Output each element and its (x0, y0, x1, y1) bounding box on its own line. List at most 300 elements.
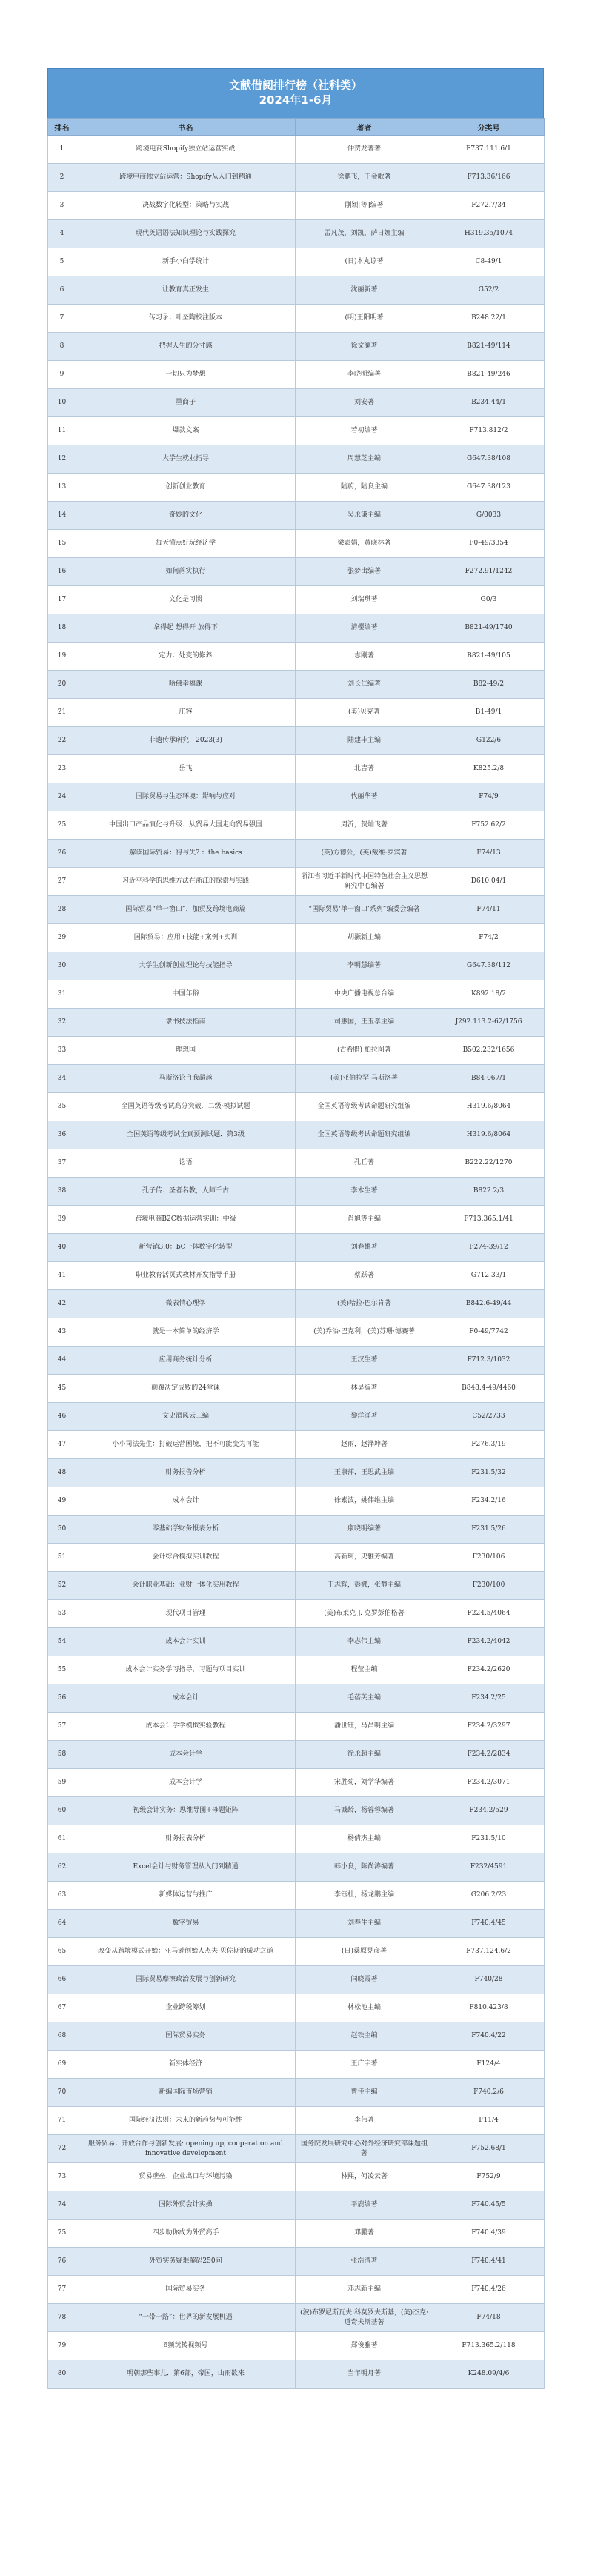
call-number-cell: B848.4-49/4460 (433, 1375, 545, 1403)
book-title-cell: 庄容 (76, 699, 296, 727)
book-title-cell: 奇妙的文化 (76, 502, 296, 530)
call-number-cell: F740/28 (433, 1966, 545, 1994)
rank-cell: 22 (48, 727, 76, 755)
author-cell: 邓志新主编 (296, 2276, 433, 2304)
book-title-cell: 改变从跨境模式开始：亚马逊创始人杰夫·贝佐斯的成功之道 (76, 1938, 296, 1966)
table-row (48, 361, 545, 389)
book-title-cell: 成本会计学 (76, 1769, 296, 1797)
author-cell: (波)布罗尼斯瓦夫·科莫罗夫斯基，(美)杰克·道奇夫斯基著 (296, 2304, 433, 2332)
book-title-cell: “一带一路”：世界的新发展机遇 (76, 2304, 296, 2332)
table-row (48, 1628, 545, 1656)
call-number-cell: F74/2 (433, 924, 545, 952)
book-title-cell: 国际贸易摩擦政治发展与创新研究 (76, 1966, 296, 1994)
book-title-cell: 外贸实务疑难解码250问 (76, 2248, 296, 2276)
rank-cell: 35 (48, 1093, 76, 1121)
author-cell: (美)亚伯拉罕·马斯洛著 (296, 1065, 433, 1093)
book-title-cell: 传习录：叶圣陶校注版本 (76, 305, 296, 333)
book-title-cell: 新媒体运营与推广 (76, 1882, 296, 1910)
author-cell: 若初编著 (296, 417, 433, 445)
author-cell: 邓鹏著 (296, 2220, 433, 2248)
author-cell: 孔丘著 (296, 1149, 433, 1178)
table-row (48, 2163, 545, 2191)
book-title-cell: 中国年俗 (76, 980, 296, 1009)
book-title-cell: 文化是习惯 (76, 586, 296, 614)
call-number-cell: B222.22/1270 (433, 1149, 545, 1178)
book-title-cell: 微表情心理学 (76, 1290, 296, 1318)
author-cell: 程莹主编 (296, 1656, 433, 1684)
table-row (48, 305, 545, 333)
rank-cell: 11 (48, 417, 76, 445)
table-row (48, 1994, 545, 2022)
table-row (48, 333, 545, 361)
author-cell: 仲贺龙著著 (296, 136, 433, 164)
rank-cell: 27 (48, 868, 76, 896)
book-title-cell: 四步助你成为外贸高手 (76, 2220, 296, 2248)
book-title-cell: 财务报告分析 (76, 1459, 296, 1487)
call-number-cell: F740.45/5 (433, 2191, 545, 2220)
rank-cell: 55 (48, 1656, 76, 1684)
call-number-cell: B842.6-49/44 (433, 1290, 545, 1318)
call-number-cell: F274-39/12 (433, 1234, 545, 1262)
author-cell: 杨倩杰主编 (296, 1825, 433, 1853)
column-header-rank: 排名 (48, 119, 76, 136)
author-cell: 康晓明编著 (296, 1516, 433, 1544)
book-title-cell: 小小司法先生：打破运营困境，把不可能变为可能 (76, 1431, 296, 1459)
rank-cell: 18 (48, 614, 76, 643)
author-cell: 周沂，贺灿飞著 (296, 811, 433, 840)
author-cell: 孟凡茂，刘凯，萨日娜主编 (296, 220, 433, 248)
table-row (48, 1037, 545, 1065)
author-cell: (日)本丸谅著 (296, 248, 433, 276)
call-number-cell: F234.2/2620 (433, 1656, 545, 1684)
book-title-cell: 全国英语等级考试全真预测试题．第3级 (76, 1121, 296, 1149)
call-number-cell: K248.09/4/6 (433, 2360, 545, 2389)
rank-cell: 76 (48, 2248, 76, 2276)
table-row (48, 1459, 545, 1487)
author-cell: (美)布莱克 J. 克罗彭伯格著 (296, 1600, 433, 1628)
table-row (48, 2332, 545, 2360)
table-row (48, 811, 545, 840)
author-cell: 宋胜菊，刘学华编著 (296, 1769, 433, 1797)
rank-cell: 7 (48, 305, 76, 333)
book-title-cell: 论语 (76, 1149, 296, 1178)
call-number-cell: F272.91/1242 (433, 558, 545, 586)
table-row (48, 614, 545, 643)
book-title-cell: 现代英语语法知识理论与实践探究 (76, 220, 296, 248)
author-cell: (英)方德公，(英)戴维·罗宾著 (296, 840, 433, 868)
author-cell: 清樱编著 (296, 614, 433, 643)
author-cell: 闫晓霞著 (296, 1966, 433, 1994)
call-number-cell: G122/6 (433, 727, 545, 755)
rank-cell: 79 (48, 2332, 76, 2360)
author-cell: 梁素娟，黄晓林著 (296, 530, 433, 558)
table-header-row (48, 119, 545, 136)
table-row (48, 1065, 545, 1093)
call-number-cell: C52/2733 (433, 1403, 545, 1431)
book-title-cell: 明朝那些事儿．第6部，帝国，山雨欲来 (76, 2360, 296, 2389)
rank-cell: 23 (48, 755, 76, 783)
table-row (48, 1318, 545, 1347)
book-title-cell: 成本会计 (76, 1684, 296, 1713)
author-cell: 曹佳主编 (296, 2079, 433, 2107)
book-title-cell: 新实体经济 (76, 2051, 296, 2079)
rank-cell: 20 (48, 671, 76, 699)
call-number-cell: F231.5/10 (433, 1825, 545, 1853)
rank-cell: 38 (48, 1178, 76, 1206)
rank-cell: 5 (48, 248, 76, 276)
author-cell: “国际贸易‘单一窗口’系列”编委会编著 (296, 896, 433, 924)
call-number-cell: F74/11 (433, 896, 545, 924)
rank-cell: 31 (48, 980, 76, 1009)
table-row (48, 2191, 545, 2220)
author-cell: 李晓明编著 (296, 361, 433, 389)
book-title-cell: 初级会计实务：思维导图+母题矩阵 (76, 1797, 296, 1825)
book-title-cell: 国际贸易实务 (76, 2276, 296, 2304)
call-number-cell: F234.2/3297 (433, 1713, 545, 1741)
call-number-cell: F230/106 (433, 1544, 545, 1572)
rank-cell: 77 (48, 2276, 76, 2304)
author-cell: 志刚著 (296, 643, 433, 671)
call-number-cell: B821-49/114 (433, 333, 545, 361)
rank-cell: 80 (48, 2360, 76, 2389)
author-cell: 马诚龄，杨蓉蓉编著 (296, 1797, 433, 1825)
table-row (48, 1882, 545, 1910)
rank-cell: 67 (48, 1994, 76, 2022)
book-title-cell: 服务贸易：开放合作与创新发展: opening up, cooperation and innovative development (76, 2135, 296, 2163)
rank-cell: 72 (48, 2135, 76, 2163)
call-number-cell: G647.38/123 (433, 474, 545, 502)
rank-cell: 54 (48, 1628, 76, 1656)
book-title-cell: 应用商务统计分析 (76, 1347, 296, 1375)
call-number-cell: H319.6/8064 (433, 1093, 545, 1121)
rank-cell: 32 (48, 1009, 76, 1037)
column-header-code: 分类号 (433, 119, 545, 136)
table-row (48, 980, 545, 1009)
book-title-cell: 6频玩转视频号 (76, 2332, 296, 2360)
rank-cell: 34 (48, 1065, 76, 1093)
call-number-cell: F224.5/4064 (433, 1600, 545, 1628)
call-number-cell: F740.4/26 (433, 2276, 545, 2304)
author-cell: (古希腊) 柏拉图著 (296, 1037, 433, 1065)
table-row (48, 1544, 545, 1572)
author-cell: 王志辉，彭娜，张静主编 (296, 1572, 433, 1600)
rank-cell: 16 (48, 558, 76, 586)
rank-cell: 4 (48, 220, 76, 248)
table-row (48, 417, 545, 445)
table-row (48, 2220, 545, 2248)
table-row (48, 1487, 545, 1516)
table-row (48, 1262, 545, 1290)
table-row (48, 1656, 545, 1684)
rank-cell: 50 (48, 1516, 76, 1544)
call-number-cell: G647.38/112 (433, 952, 545, 980)
call-number-cell: F713.365.1/41 (433, 1206, 545, 1234)
author-cell: (美)乔治·巴克利，(美)苏珊·德赛著 (296, 1318, 433, 1347)
table-row (48, 868, 545, 896)
author-cell: 徐永超主编 (296, 1741, 433, 1769)
author-cell: 林熙，何凌云著 (296, 2163, 433, 2191)
call-number-cell: G/0033 (433, 502, 545, 530)
book-title-cell: 全国英语等级考试高分突破．二级·模拟试题 (76, 1093, 296, 1121)
table-row (48, 1431, 545, 1459)
call-number-cell: F272.7/34 (433, 192, 545, 220)
call-number-cell: F230/100 (433, 1572, 545, 1600)
author-cell: 徐素波，姚伟维主编 (296, 1487, 433, 1516)
table-row (48, 530, 545, 558)
author-cell: 徐鹏飞，王金歌著 (296, 164, 433, 192)
call-number-cell: K892.18/2 (433, 980, 545, 1009)
rank-cell: 2 (48, 164, 76, 192)
call-number-cell: F0-49/7742 (433, 1318, 545, 1347)
author-cell: 高新珂，史雅芳编著 (296, 1544, 433, 1572)
ranking-table (47, 118, 545, 2389)
call-number-cell: F740.2/6 (433, 2079, 545, 2107)
call-number-cell: F234.2/16 (433, 1487, 545, 1516)
rank-cell: 51 (48, 1544, 76, 1572)
author-cell: 李钰杜，杨龙鹏主编 (296, 1882, 433, 1910)
author-cell: 王汉生著 (296, 1347, 433, 1375)
author-cell: 刘春雄著 (296, 1234, 433, 1262)
rank-cell: 74 (48, 2191, 76, 2220)
rank-cell: 46 (48, 1403, 76, 1431)
book-title-cell: 会计职业基础：业财一体化实用教程 (76, 1572, 296, 1600)
table-row (48, 896, 545, 924)
table-row (48, 136, 545, 164)
rank-cell: 47 (48, 1431, 76, 1459)
author-cell: 林昊编著 (296, 1375, 433, 1403)
book-title-cell: 爆款文案 (76, 417, 296, 445)
call-number-cell: B248.22/1 (433, 305, 545, 333)
author-cell: 韩小良，陈尚涛编著 (296, 1853, 433, 1882)
call-number-cell: B822.2/3 (433, 1178, 545, 1206)
call-number-cell: B821-49/105 (433, 643, 545, 671)
author-cell: 全国英语等级考试命题研究组编 (296, 1121, 433, 1149)
rank-cell: 33 (48, 1037, 76, 1065)
rank-cell: 52 (48, 1572, 76, 1600)
rank-cell: 10 (48, 389, 76, 417)
rank-cell: 41 (48, 1262, 76, 1290)
table-row (48, 1741, 545, 1769)
book-title-cell: 墨商子 (76, 389, 296, 417)
rank-cell: 48 (48, 1459, 76, 1487)
author-cell: 肖旭等主编 (296, 1206, 433, 1234)
book-title-cell: 大学生就业指导 (76, 445, 296, 474)
table-row (48, 755, 545, 783)
author-cell: 张梦出编著 (296, 558, 433, 586)
call-number-cell: B82-49/2 (433, 671, 545, 699)
rank-cell: 63 (48, 1882, 76, 1910)
table-row (48, 1121, 545, 1149)
rank-cell: 37 (48, 1149, 76, 1178)
page-subtitle: 2024年1-6月 (259, 93, 333, 107)
rank-cell: 78 (48, 2304, 76, 2332)
rank-cell: 65 (48, 1938, 76, 1966)
table-row (48, 2051, 545, 2079)
call-number-cell: F74/9 (433, 783, 545, 811)
rank-cell: 8 (48, 333, 76, 361)
call-number-cell: F713.36/166 (433, 164, 545, 192)
author-cell: (美)贝克著 (296, 699, 433, 727)
rank-cell: 49 (48, 1487, 76, 1516)
book-title-cell: 国际外贸会计实操 (76, 2191, 296, 2220)
table-row (48, 2107, 545, 2135)
call-number-cell: F740.4/39 (433, 2220, 545, 2248)
rank-cell: 42 (48, 1290, 76, 1318)
book-title-cell: 非遗传承研究．2023(3) (76, 727, 296, 755)
author-cell: 李木生著 (296, 1178, 433, 1206)
table-row (48, 1713, 545, 1741)
rank-cell: 17 (48, 586, 76, 614)
call-number-cell: F231.5/32 (433, 1459, 545, 1487)
book-title-cell: 让教育真正发生 (76, 276, 296, 305)
author-cell: 徐文澜著 (296, 333, 433, 361)
table-row (48, 192, 545, 220)
call-number-cell: F234.2/2834 (433, 1741, 545, 1769)
table-row (48, 2022, 545, 2051)
call-number-cell: K825.2/8 (433, 755, 545, 783)
book-title-cell: 一切只为梦想 (76, 361, 296, 389)
author-cell: 北吉著 (296, 755, 433, 783)
rank-cell: 59 (48, 1769, 76, 1797)
author-cell: 李伟著 (296, 2107, 433, 2135)
author-cell: 赵雨，赵泽坤著 (296, 1431, 433, 1459)
book-title-cell: 新营销3.0：bC一体数字化转型 (76, 1234, 296, 1262)
book-title-cell: 中国出口产品演化与升级：从贸易大国走向贸易强国 (76, 811, 296, 840)
table-row (48, 1938, 545, 1966)
call-number-cell: F234.2/4042 (433, 1628, 545, 1656)
call-number-cell: F740.4/45 (433, 1910, 545, 1938)
call-number-cell: F740.4/22 (433, 2022, 545, 2051)
author-cell: 刘安著 (296, 389, 433, 417)
rank-cell: 26 (48, 840, 76, 868)
call-number-cell: F737.124.6/2 (433, 1938, 545, 1966)
call-number-cell: F0-49/3354 (433, 530, 545, 558)
author-cell: 陆建丰主编 (296, 727, 433, 755)
table-row (48, 699, 545, 727)
book-title-cell: Excel会计与财务管理从入门到精通 (76, 1853, 296, 1882)
book-title-cell: 财务报表分析 (76, 1825, 296, 1853)
rank-cell: 57 (48, 1713, 76, 1741)
author-cell: 郑俊雅著 (296, 2332, 433, 2360)
rank-cell: 13 (48, 474, 76, 502)
author-cell: 刘长仁编著 (296, 671, 433, 699)
author-cell: 沈丽新著 (296, 276, 433, 305)
rank-cell: 3 (48, 192, 76, 220)
book-title-cell: 跨境电商独立站运营：Shopify从入门到精通 (76, 164, 296, 192)
book-title-cell: 拿得起 想得开 放得下 (76, 614, 296, 643)
author-cell: 赵铁主编 (296, 2022, 433, 2051)
book-title-cell: 零基础学财务报表分析 (76, 1516, 296, 1544)
book-title-cell: 跨境电商B2C数据运营实训：中级 (76, 1206, 296, 1234)
author-cell: 国务院发展研究中心对外经济研究部课题组著 (296, 2135, 433, 2163)
call-number-cell: B502.232/1656 (433, 1037, 545, 1065)
call-number-cell: F740.4/41 (433, 2248, 545, 2276)
call-number-cell: B821-49/1740 (433, 614, 545, 643)
book-title-cell: 国际贸易与生态环境：影响与应对 (76, 783, 296, 811)
table-row (48, 1178, 545, 1206)
book-title-cell: 哈佛幸福课 (76, 671, 296, 699)
table-row (48, 2360, 545, 2389)
ranking-table-container (47, 68, 544, 2389)
call-number-cell: J292.113.2-62/1756 (433, 1009, 545, 1037)
rank-cell: 19 (48, 643, 76, 671)
author-cell: 周慧芝主编 (296, 445, 433, 474)
table-row (48, 1403, 545, 1431)
author-cell: 潘世钰，马昌明主编 (296, 1713, 433, 1741)
book-title-cell: 成本会计实训 (76, 1628, 296, 1656)
rank-cell: 25 (48, 811, 76, 840)
book-title-cell: 国际贸易实务 (76, 2022, 296, 2051)
table-row (48, 1093, 545, 1121)
table-row (48, 643, 545, 671)
rank-cell: 1 (48, 136, 76, 164)
book-title-cell: 就是一本简单的经济学 (76, 1318, 296, 1347)
call-number-cell: F234.2/25 (433, 1684, 545, 1713)
call-number-cell: B84-067/1 (433, 1065, 545, 1093)
column-header-title: 书名 (76, 119, 296, 136)
rank-cell: 60 (48, 1797, 76, 1825)
book-title-cell: 孔子传：圣者名教，人师千古 (76, 1178, 296, 1206)
book-title-cell: 成本会计学学模拟实验教程 (76, 1713, 296, 1741)
call-number-cell: B1-49/1 (433, 699, 545, 727)
table-row (48, 1149, 545, 1178)
rank-cell: 6 (48, 276, 76, 305)
table-row (48, 952, 545, 980)
rank-cell: 56 (48, 1684, 76, 1713)
book-title-cell: 解读国际贸易：得与失? ：the basics (76, 840, 296, 868)
author-cell: 司惠国，王玉孝主编 (296, 1009, 433, 1037)
author-cell: 陆蔚，陆良主编 (296, 474, 433, 502)
table-row (48, 1600, 545, 1628)
table-row (48, 2304, 545, 2332)
rank-cell: 40 (48, 1234, 76, 1262)
rank-cell: 62 (48, 1853, 76, 1882)
rank-cell: 73 (48, 2163, 76, 2191)
table-row (48, 1375, 545, 1403)
table-row (48, 1009, 545, 1037)
author-cell: 平鹿编著 (296, 2191, 433, 2220)
book-title-cell: 跨境电商Shopify独立站运营实战 (76, 136, 296, 164)
table-row (48, 1206, 545, 1234)
table-row (48, 840, 545, 868)
author-cell: (明)王阳明著 (296, 305, 433, 333)
call-number-cell: F234.2/3071 (433, 1769, 545, 1797)
table-row (48, 276, 545, 305)
call-number-cell: G0/3 (433, 586, 545, 614)
author-cell: 王广宇著 (296, 2051, 433, 2079)
table-row (48, 2135, 545, 2163)
book-title-cell: 企业跨税筹划 (76, 1994, 296, 2022)
call-number-cell: F713.365.2/118 (433, 2332, 545, 2360)
call-number-cell: G206.2/23 (433, 1882, 545, 1910)
author-cell: 毛蓓芙主编 (296, 1684, 433, 1713)
book-title-cell: 文史酒风云三编 (76, 1403, 296, 1431)
table-row (48, 474, 545, 502)
book-title-cell: 隶书技法指南 (76, 1009, 296, 1037)
call-number-cell: F810.423/8 (433, 1994, 545, 2022)
author-cell: 林松池主编 (296, 1994, 433, 2022)
rank-cell: 71 (48, 2107, 76, 2135)
rank-cell: 14 (48, 502, 76, 530)
author-cell: 刘瑞琪著 (296, 586, 433, 614)
book-title-cell: 新手小白学统计 (76, 248, 296, 276)
table-row (48, 924, 545, 952)
call-number-cell: F752.62/2 (433, 811, 545, 840)
rank-cell: 64 (48, 1910, 76, 1938)
rank-cell: 44 (48, 1347, 76, 1375)
call-number-cell: G647.38/108 (433, 445, 545, 474)
author-cell: 刘春生主编 (296, 1910, 433, 1938)
